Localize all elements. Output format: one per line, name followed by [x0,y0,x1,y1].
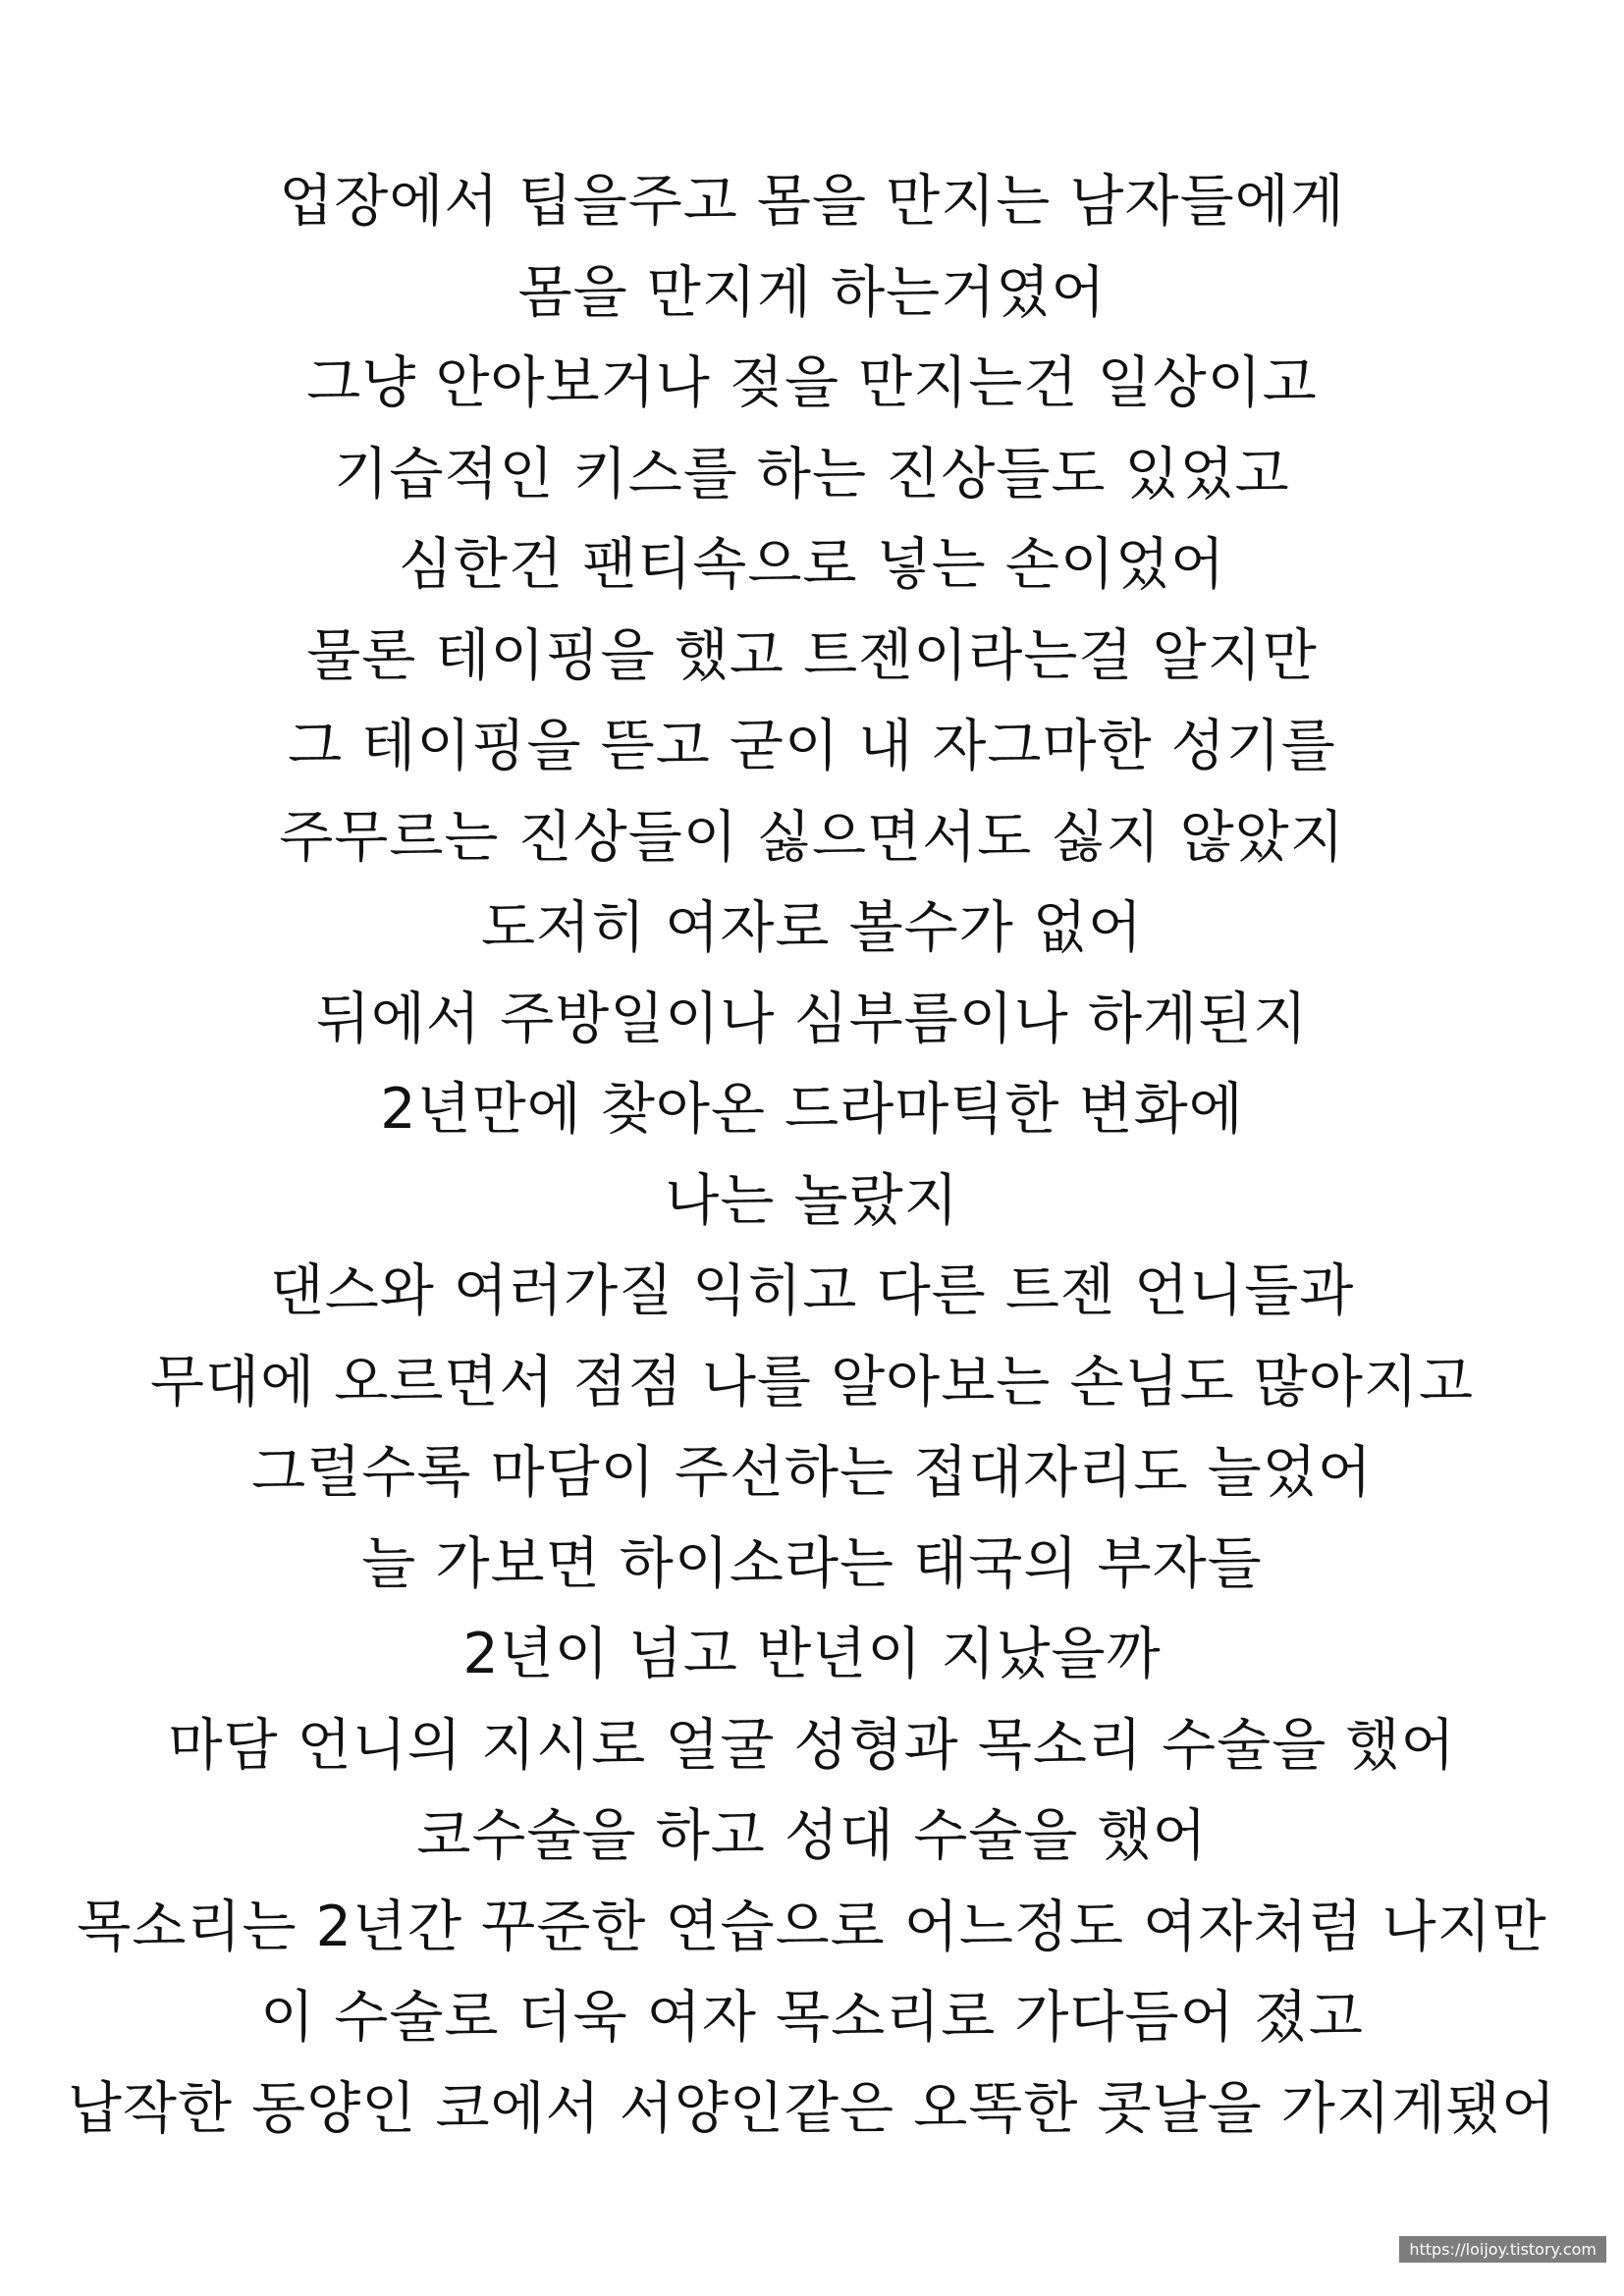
text-line: 이 수술로 더욱 여자 목소리로 가다듬어 졌고 [260,1985,1364,2050]
story-text-block [0,156,1624,2154]
text-line: 나는 놀랐지 [665,1167,959,1233]
text-line: 코수술을 하고 성대 수술을 했어 [416,1803,1208,1868]
text-line: 물론 테이핑을 했고 트젠이라는걸 알지만 [306,622,1318,688]
text-line: 늘 가보면 하이소라는 태국의 부자들 [361,1530,1263,1596]
text-line: 목소리는 2년간 꾸준한 연습으로 어느정도 여자처럼 나지만 [77,1894,1547,1959]
text-line: 댄스와 여러가질 익히고 다른 트젠 언니들과 [269,1258,1355,1323]
text-line: 2년만에 찾아온 드라마틱한 변화에 [380,1077,1244,1142]
text-line: 기습적인 키스를 하는 진상들도 있었고 [334,441,1290,507]
text-line: 몸을 만지게 하는거였어 [517,259,1107,325]
text-line: 업장에서 팁을주고 몸을 만지는 남자들에게 [279,169,1345,234]
source-watermark: https://loijoy.tistory.com [1399,2236,1606,2263]
text-line: 마담 언니의 지시로 얼굴 성형과 목소리 수술을 했어 [168,1712,1456,1778]
text-line: 주무르는 진상들이 싫으면서도 싫지 않았지 [279,804,1345,870]
text-line: 그 테이핑을 뜯고 굳이 내 자그마한 성기를 [288,714,1336,778]
text-line: 그럴수록 마담이 주선하는 접대자리도 늘었어 [251,1440,1373,1505]
text-line: 납작한 동양인 코에서 서양인같은 오똑한 콧날을 가지게됐어 [67,2075,1557,2141]
text-line: 2년이 넘고 반년이 지났을까 [462,1622,1162,1686]
text-line: 그냥 안아보거나 젖을 만지는건 일상이고 [306,350,1318,415]
text-line: 심한건 팬티속으로 넣는 손이었어 [398,532,1226,597]
text-line: 무대에 오르면서 점점 나를 알아보는 손님도 많아지고 [149,1349,1475,1415]
text-line: 뒤에서 주방일이나 심부름이나 하게된지 [315,986,1309,1051]
text-line: 도저히 여자로 볼수가 없어 [480,895,1144,960]
